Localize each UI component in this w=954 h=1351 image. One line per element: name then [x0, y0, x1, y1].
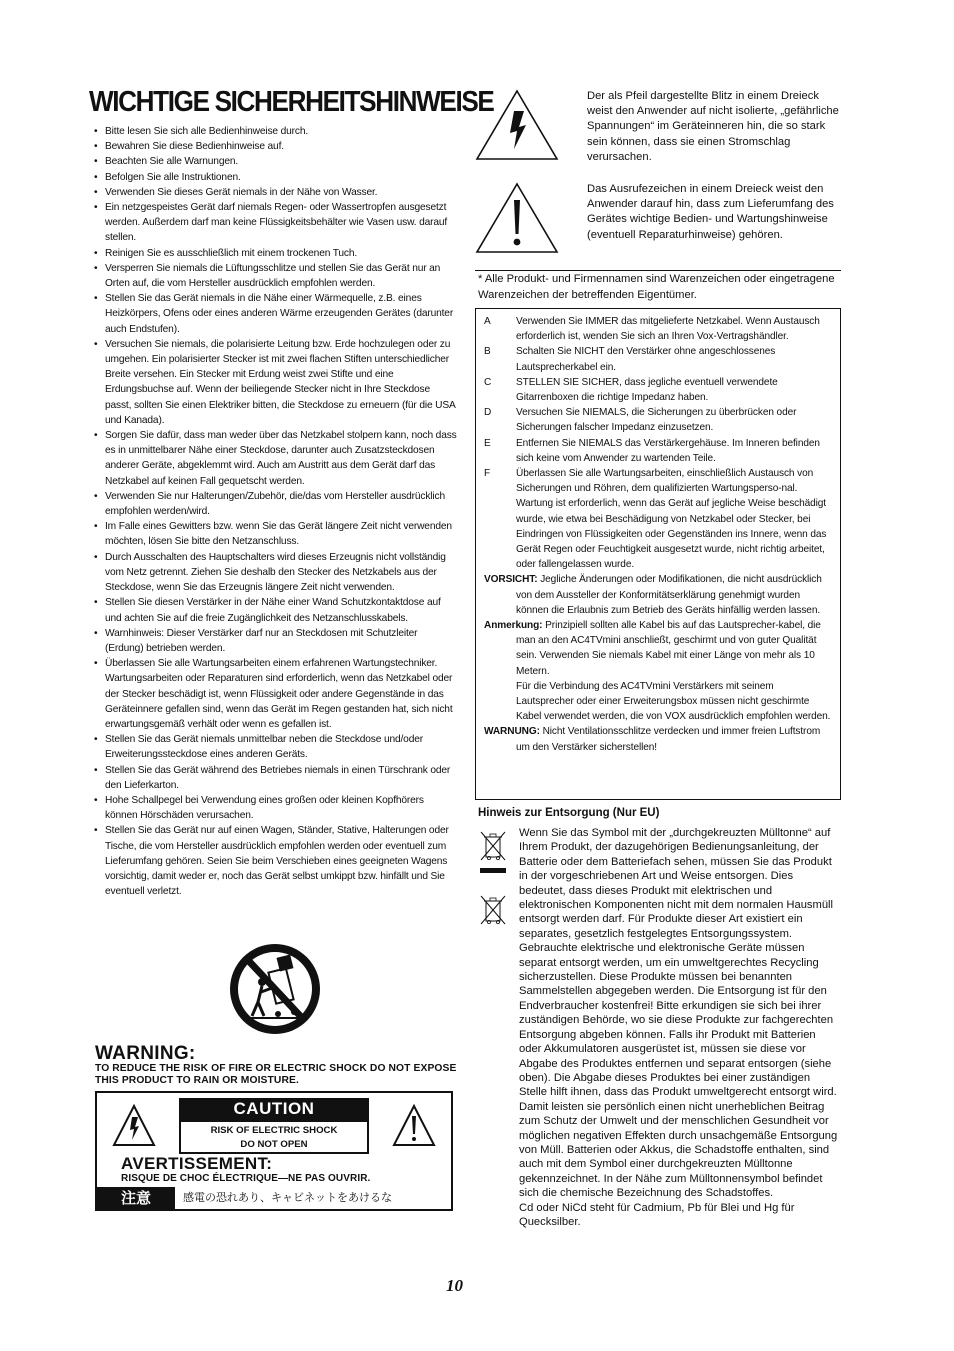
lightning-triangle-icon: [111, 1103, 157, 1149]
warning-row: [484, 436, 832, 466]
safety-item: • Ein netzgespeistes Gerät darf niemals Regen- oder Wassertropfen ausgesetzt werden. Außerdem darf man keine Flüssigkeitsbehälter wie Vasen usw. darauf stellen.: [94, 200, 458, 246]
warning-row: [484, 405, 832, 435]
safety-item: • Stellen Sie das Gerät während des Betriebes niemals in einen Türschrank oder den Lieferkarton.: [94, 763, 458, 793]
warnung-note: WARNUNG: Nicht Ventilationsschlitze verdecken und immer freien Luftstrom um den Verstärker sicherstellen!: [484, 726, 821, 753]
safety-instructions-list: [94, 124, 458, 899]
warning-row-text: Entfernen Sie NIEMALS das Verstärkergehäuse. Im Inneren befinden sich keine vom Anwender zu wartenden Teile.: [516, 437, 820, 464]
amplifier-warnings-box: [475, 308, 841, 800]
vorsicht-note: VORSICHT: Jegliche Änderungen oder Modifikationen, die nicht ausdrücklich von dem Aussteller der Konformitätserklärung genehmigt wurden können die Erlaubnis zum Betrieb des Geräts hinfällig werden lassen.: [484, 574, 822, 616]
safety-item: • Bewahren Sie diese Bedienhinweise auf.: [94, 139, 458, 154]
japanese-warning: [97, 1187, 451, 1209]
anmerkung-note-cont: Für die Verbindung des AC4TVmini Verstärkers mit seinem Lautsprecher oder einer Erweiterungsbox müssen nicht geschirmte Kabel verwendet werden, die von VOX ausdrücklich empfohlen werden.: [516, 680, 831, 723]
warning-row-text: Überlassen Sie alle Wartungsarbeiten, einschließlich Austausch von Sicherungen und Röhren, dem qualifizierten Wartungsperso-nal. Wartung ist erforderlich, wenn das Gerät auf jegliche Weise beschädigt wurde, wie etwa bei Beschädigung von Netzkabel oder Stecker, bei Eindringen von Flüssigkeiten oder Gegenständen ins Innere, wenn das Gerät Regen oder Feuchtigkeit ausgesetzt wurde, nicht richtig arbeitet, oder fallengelassen wurde.: [516, 468, 827, 571]
safety-item: • Durch Ausschalten des Hauptschalters wird dieses Erzeugnis nicht vollständig vom Netz getrennt. Ziehen Sie deshalb den Stecker des Netzkabels aus der Steckdose, wenn Sie das Erzeugnis längere Zeit nicht verwenden.: [94, 550, 458, 596]
safety-item: • Versuchen Sie niemals, die polarisierte Leitung bzw. Erde hochzulegen oder zu umgehen. Ein polarisierter Stecker ist mit zwei flachen Stiften unterschiedlicher Breite versehen. Ein Stecker mit Erdung weist zwei Stifte und eine Erdungsbuchse auf. Wenn der beiliegende Stecker nicht in Ihre Steckdose passt, sollten Sie einen Elektriker bitten, die Steckdose zu erneuern (für die USA und Kanada).: [94, 337, 458, 428]
lightning-triangle-icon: [474, 87, 560, 163]
safety-item: • Sorgen Sie dafür, dass man weder über das Netzkabel stolpern kann, noch dass es in unmittelbarer Nähe einer Steckdose, darunter auch Zusatzsteckdosen anderer Geräte, abgeklemmt wird. Auch am Austritt aus dem Gerät darf das Netzkabel auf keinen Fall gequetscht werden.: [94, 428, 458, 489]
exclamation-description: Das Ausrufezeichen in einem Dreieck weist den Anwender darauf hin, dass zum Lieferumfang des Gerätes wichtige Bedien- und Wartungshinweise (eventuell Reparaturhinweise) gehören.: [587, 183, 834, 241]
crossed-bin-icon: [478, 829, 508, 877]
avertissement-title: AVERTISSEMENT:: [121, 1154, 273, 1173]
safety-item: • Stellen Sie das Gerät nur auf einen Wagen, Ständer, Stative, Halterungen oder Tische, die vom Hersteller ausdrücklich empfohlen werden oder eventuell zum Lieferumfang gehören. Seien Sie beim Verschieben eines geeigneten Wagens vorsichtig, damit weder er, noch das Gerät selbst umkippt bzw. hinfällt und Sie eventuell verletzt.: [94, 823, 458, 899]
safety-item: • Stellen Sie diesen Verstärker in der Nähe einer Wand Schutzkontaktdose auf und achten Sie auf die freie Zugänglichkeit des Netzanschlusskabels.: [94, 595, 458, 625]
disposal-text: Wenn Sie das Symbol mit der „durchgekreuzten Mülltonne“ auf Ihrem Produkt, der dazugehörigen Bedienungsanleitung, der Batterie oder dem Batteriefach sehen, müssen Sie das Produkt in der vorgeschriebenen Art und Weise entsorgen. Dies bedeutet, dass dieses Produkt mit elektrischen und elektronischen Komponenten nicht mit dem normalen Hausmüll entsorgt werden darf. Für Produkte dieser Art existiert ein separates, gesetzlich festgelegtes Entsorgungssystem. Gebrauchte elektrische und elektronische Geräte müssen separat entsorgt werden, um ein umweltgerechtes Recycling sicherzustellen. Diese Produkte müssen bei benannten Sammelstellen abgegeben werden. Die Entsorgung ist für den Endverbraucher kostenfrei! Bitte erkundigen sie sich bei ihrer zuständigen Behörde, wo sie diese Produkte zur fachgerechten Entsorgung abgeben können. Falls ihr Produkt mit Batterien oder Akkumulatoren ausgerüstet ist, müssen sie diese vor Abgabe des Produktes entfernen und separat entsorgen (siehe oben). Die Abgabe dieses Produktes bei einer zuständigen Stelle hilft ihnen, dass das Produkt umweltgerecht entsorgt wird. Damit leisten sie persönlich einen nicht unerheblichen Beitrag zum Schutz der Umwelt und der menschlichen Gesundheit vor möglichen negativen Effekten durch unsachgemäße Entsorgung von Müll. Batterien oder Akkus, die Schadstoffe enthalten, sind auch mit dem Symbol einer durchgekreuzten Mülltonne gekennzeichnet. In der Nähe zum Mülltonnensymbol befindet sich die chemische Bezeichnung des Schadstoffes. Cd oder NiCd steht für Cadmium, Pb für Blei und Hg für Quecksilber.: [519, 827, 838, 1228]
warning-row-key: D: [484, 407, 492, 419]
warning-row-text: Schalten Sie NICHT den Verstärker ohne angeschlossenes Lautsprecherkabel ein.: [516, 346, 776, 373]
warning-row: [484, 466, 832, 572]
warning-row-key: B: [484, 346, 491, 358]
safety-item: • Hohe Schallpegel bei Verwendung eines großen oder kleinen Kopfhörers können Hörschäden verursachen.: [94, 793, 458, 823]
warning-subtext: TO REDUCE THE RISK OF FIRE OR ELECTRIC SHOCK DO NOT EXPOSE THIS PRODUCT TO RAIN OR MOISTURE.: [95, 1063, 457, 1087]
exclamation-triangle-icon: [474, 180, 560, 256]
caution-title: CAUTION: [179, 1098, 369, 1120]
cart-tipover-warning-icon: [228, 942, 322, 1036]
safety-item: • Überlassen Sie alle Wartungsarbeiten einem erfahrenen Wartungstechniker. Wartungsarbeiten oder Reparaturen sind erforderlich, wenn das Netzkabel oder der Stecker beschädigt ist, wenn Flüssigkeit oder andere Gegenstände in das Geräteinnere gefallen sind, wenn das Gerät im Regen gestanden hat, sich nicht erwartungsgemäß verhält oder wenn es gefallen ist.: [94, 656, 458, 732]
safety-item: • Befolgen Sie alle Instruktionen.: [94, 170, 458, 185]
safety-item: • Reinigen Sie es ausschließlich mit einem trockenen Tuch.: [94, 246, 458, 261]
warning-row-text: Verwenden Sie IMMER das mitgelieferte Netzkabel. Wenn Austausch erforderlich ist, wenden Sie sich an Ihren Vox-Vertragshändler.: [516, 316, 820, 343]
anmerkung-note: Anmerkung: Prinzipiell sollten alle Kabel bis auf das Lautsprecher-kabel, die man an den AC4TVmini anschließt, geschirmt und von guter Qualität sein. Verwenden Sie niemals Kabel mit einer Länge von mehr als 10 Metern.: [484, 620, 821, 677]
safety-item: • Stellen Sie das Gerät niemals in die Nähe einer Wärmequelle, z.B. eines Heizkörpers, Ofens oder eines anderen Wärme erzeugenden Gerätes (darunter auch Endstufen).: [94, 291, 458, 337]
risk-of-shock-label: RISK OF ELECTRIC SHOCK DO NOT OPEN: [179, 1120, 369, 1154]
warning-row-key: A: [484, 316, 491, 327]
japanese-caution-label: 注意: [97, 1187, 175, 1209]
page-title: WICHTIGE SICHERHEITSHINWEISE: [89, 86, 494, 118]
warning-row-text: STELLEN SIE SICHER, dass jegliche eventuell verwendete Gitarrenboxen die richtige Impedanz haben.: [516, 376, 778, 404]
exclamation-triangle-icon: [391, 1103, 437, 1149]
warning-heading: WARNING:: [95, 1043, 196, 1064]
warning-row: [484, 344, 832, 374]
warning-row-text: Versuchen Sie NIEMALS, die Sicherungen zu überbrücken oder Sicherungen falscher Impedanz einzusetzen.: [516, 407, 797, 434]
warning-row: [484, 314, 832, 344]
avertissement-subtext: RISQUE DE CHOC ÉLECTRIQUE—NE PAS OUVRIR.: [121, 1173, 371, 1184]
japanese-caution-text: 感電の恐れあり、キャビネットをあけるな: [183, 1191, 392, 1204]
page-number: 10: [446, 1276, 463, 1295]
safety-item: • Bitte lesen Sie sich alle Bedienhinweise durch.: [94, 124, 458, 139]
safety-item: • Im Falle eines Gewitters bzw. wenn Sie das Gerät längere Zeit nicht verwenden möchten, lösen Sie bitte den Netzanschluss.: [94, 519, 458, 549]
safety-item: • Beachten Sie alle Warnungen.: [94, 154, 458, 169]
safety-item: • Warnhinweis: Dieser Verstärker darf nur an Steckdosen mit Schutzleiter (Erdung) betrieben werden.: [94, 626, 458, 656]
warning-row-key: F: [484, 468, 491, 480]
warning-row-key: C: [484, 376, 492, 388]
trademark-note: * Alle Produkt- und Firmennamen sind Warenzeichen oder eingetragene Warenzeichen der betreffenden Eigentümer.: [478, 273, 835, 301]
disposal-heading: Hinweis zur Entsorgung (Nur EU): [478, 807, 660, 819]
safety-item: • Verwenden Sie nur Halterungen/Zubehör, die/das vom Hersteller ausdrücklich empfohlen werden/wird.: [94, 489, 458, 519]
lightning-description: Der als Pfeil dargestellte Blitz in einem Dreieck weist den Anwender auf nicht isolierte, „gefährliche Spannungen“ im Geräteinneren hin, die so stark sein können, dass sie einen Stromschlag verursachen.: [587, 90, 839, 163]
safety-item: • Verwenden Sie dieses Gerät niemals in der Nähe von Wasser.: [94, 185, 458, 200]
safety-item: • Stellen Sie das Gerät niemals unmittelbar neben die Steckdose und/oder Erweiterungssteckdose eines anderen Geräts.: [94, 732, 458, 762]
caution-label: [95, 1091, 453, 1211]
warning-row: [484, 375, 832, 405]
crossed-bin-battery-icon: [478, 893, 508, 927]
safety-item: • Versperren Sie niemals die Lüftungsschlitze und stellen Sie das Gerät nur an Orten auf, die vom Hersteller ausdrücklich empfohlen werden.: [94, 261, 458, 291]
warning-row-key: E: [484, 437, 491, 449]
